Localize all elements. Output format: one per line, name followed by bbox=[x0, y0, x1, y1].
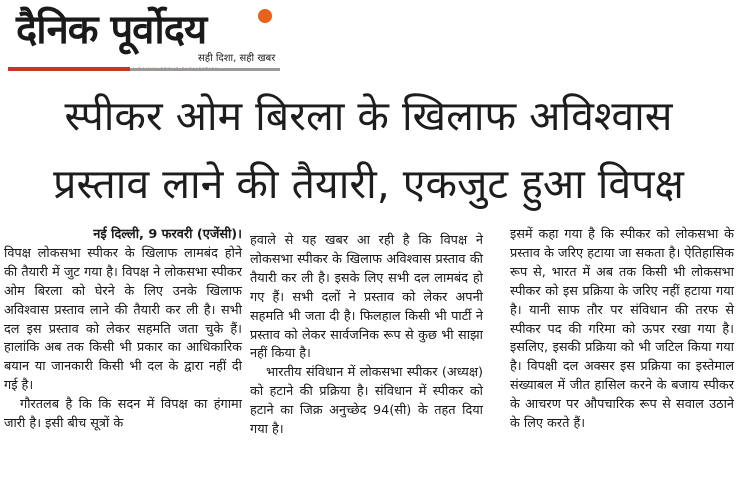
article-paragraph: भारतीय संविधान में लोकसभा स्पीकर (अध्यक्ष) को हटाने की प्रक्रिया है। संविधान में स्पीकर को हटाने का जिक्र अनुच्छेद 94(सी) के तहत दिया गया है। bbox=[250, 365, 483, 438]
masthead-rule-red bbox=[8, 67, 130, 71]
headline-line-1: स्पीकर ओम बिरला के खिलाफ अविश्वास bbox=[64, 92, 673, 140]
article-paragraph: हवाले से यह खबर आ रही है कि विपक्ष ने लोकसभा स्पीकर के खिलाफ अविश्वास प्रस्ताव की तैयारी कर ली है। इसके लिए सभी दल लामबंद हो गए हैं। सभी दलों ने प्रस्ताव को लेकर अपनी सहमति भी जता दी है। फिलहाल किसी भी पार्टी ने प्रस्ताव को लेकर सार्वजनिक रूप से कुछ भी साझा नहीं किया है। bbox=[250, 233, 483, 362]
logo-dot-icon bbox=[258, 9, 272, 23]
headline-line-2: प्रस्ताव लाने की तैयारी, एकजुट हुआ विपक्ष bbox=[53, 160, 684, 208]
article-column-3 bbox=[510, 226, 734, 434]
article-paragraph: गौरतलब है कि कि सदन में विपक्ष का हंगामा जारी है। इसी बीच सूत्रों के bbox=[4, 397, 242, 432]
article-column-1 bbox=[4, 226, 242, 434]
newspaper-logo: दैनिक पूर्वोदय bbox=[16, 7, 207, 53]
dateline: नई दिल्ली, 9 फरवरी (एजेंसी)। bbox=[93, 227, 242, 242]
headline bbox=[0, 88, 737, 218]
masthead bbox=[0, 0, 737, 74]
masthead-rule-gray bbox=[130, 68, 280, 71]
tagline: सही दिशा, सही खबर bbox=[198, 53, 276, 64]
article-paragraph: विपक्ष लोकसभा स्पीकर के खिलाफ लामबंद होने की तैयारी में जुट गया है। विपक्ष ने लोकसभा स्पीकर ओम बिरला को घेरने के लिए उनके खिलाफ अविश्वास प्रस्ताव लाने की तैयारी कर ली है। सभी दल इस प्रस्ताव को लेकर सहमति जता चुके हैं। हालांकि अब तक किसी भी प्रकार का आधिकारिक बयान या जानकारी किसी भी दल के द्वारा नहीं दी गई है। bbox=[4, 245, 242, 394]
article-column-2 bbox=[250, 232, 483, 440]
article-paragraph: इसमें कहा गया है कि स्पीकर को लोकसभा के प्रस्ताव के जरिए हटाया जा सकता है। ऐतिहासिक रूप से, भारत में अब तक किसी भी लोकसभा स्पीकर को इस प्रक्रिया के जरिए नहीं हटाया गया है। यानी साफ तौर पर संविधान की तरफ से स्पीकर पद की गरिमा को ऊपर रखा गया है। इसलिए, इसकी प्रक्रिया को भी जटिल किया गया है। विपक्षी दल अक्सर इस प्रक्रिया का इस्तेमाल संख्याबल में जीत हासिल करने के बजाय स्पीकर के आचरण पर औपचारिक रूप से सवाल उठाने के लिए करते हैं। bbox=[510, 227, 734, 432]
